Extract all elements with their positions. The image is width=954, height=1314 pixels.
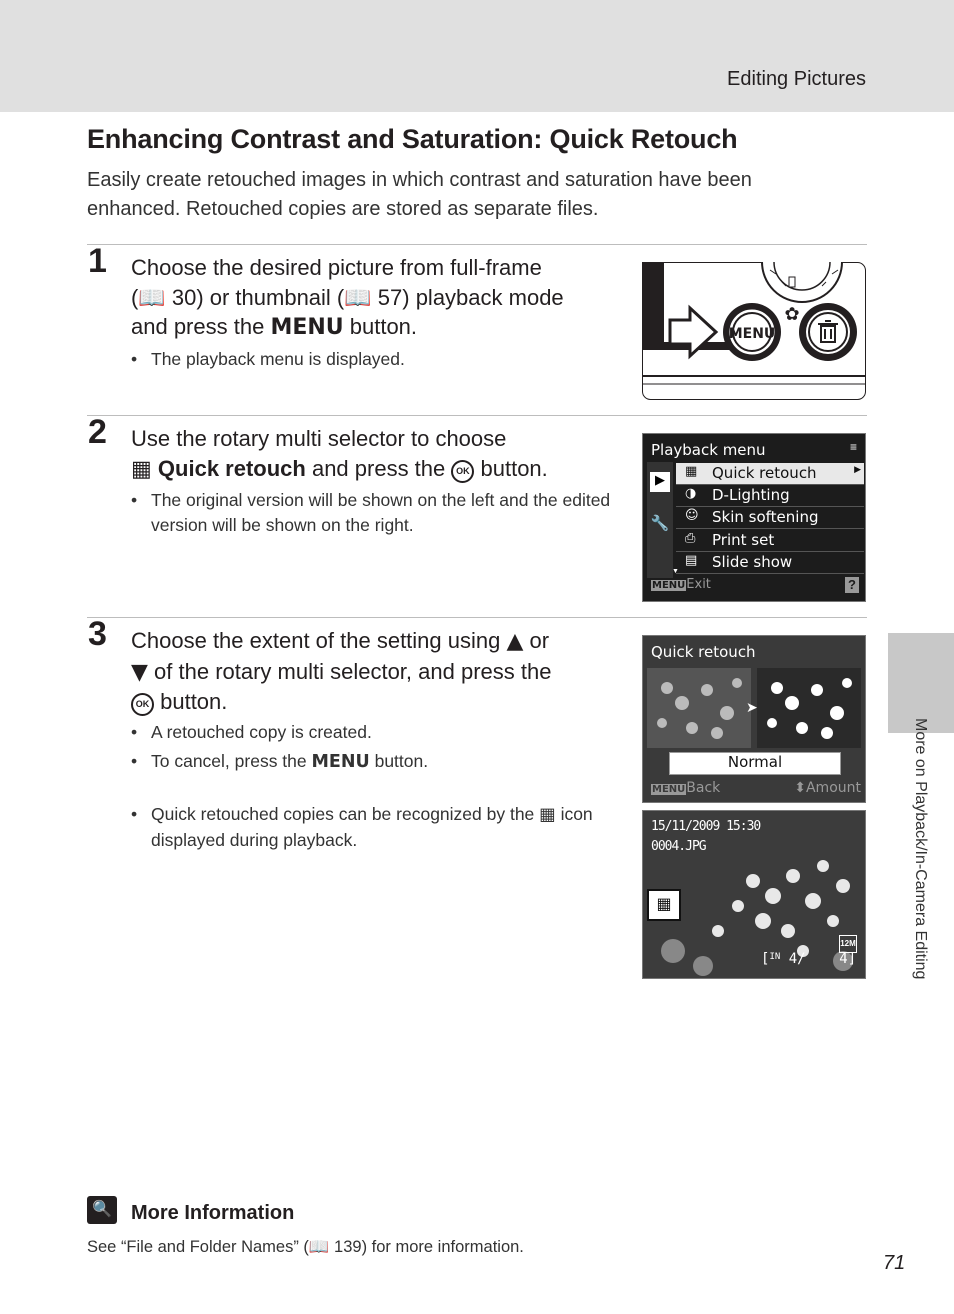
compare-arrow-icon: ➤ — [746, 699, 758, 715]
skin-softening-icon: ☺ — [685, 508, 699, 523]
step3-instruction: Choose the extent of the setting using ▲ or ▼ of the rotary multi selector, and press the OK button. — [131, 628, 552, 714]
frame-counter: [$^{IN}$ 4/ 4] — [761, 951, 857, 967]
playback-tab-icon[interactable]: ▶ — [650, 472, 670, 492]
step3-bullet: • A retouched copy is created. — [131, 720, 631, 745]
menu-button-icon: MENU — [270, 315, 344, 340]
more-info-title: More Information — [131, 1202, 295, 1224]
original-image — [647, 668, 751, 748]
file-name: 0004.JPG — [651, 839, 706, 854]
book-icon: 📖 — [308, 1238, 330, 1256]
intro-text: Easily create retouched images in which contrast and saturation have been enhanced. Retouched copies are stored as separate files. — [87, 169, 752, 220]
step1-bullet: • The playback menu is displayed. — [131, 347, 631, 372]
chapter-label: More on Playback/In-Camera Editing — [912, 718, 929, 980]
help-icon[interactable]: ? — [845, 577, 859, 593]
book-icon: 📖 — [138, 284, 166, 310]
retouch-level-value[interactable]: Normal — [669, 752, 841, 775]
more-info-text: See “File and Folder Names” (📖 139) for more information. — [87, 1238, 524, 1256]
screen-title: Quick retouch — [651, 643, 756, 661]
step1-instruction: Choose the desired picture from full-frame (📖 30) or thumbnail (📖 57) playback mode and press the MENU button. — [131, 255, 564, 340]
d-lighting-icon: ◑ — [685, 486, 697, 501]
step2-bullet: • The original version will be shown on the left and the edited version will be shown on the right. — [131, 488, 631, 538]
step-number: 2 — [88, 413, 107, 451]
up-down-icon: ⬍ — [794, 780, 806, 796]
quick-retouch-icon: ▦ — [647, 889, 681, 921]
magnifier-icon: 🔍 — [87, 1196, 117, 1224]
quick-retouch-screen — [642, 635, 866, 803]
menu-item-slide-show[interactable]: ▤ Slide show — [676, 552, 864, 574]
macro-icon: ✿ — [784, 304, 800, 325]
playback-menu-screen — [642, 433, 866, 602]
menu-button-label: MENU — [728, 326, 776, 342]
ok-button-icon: OK — [131, 693, 154, 716]
menu-footer — [651, 577, 711, 592]
step-number: 1 — [88, 242, 107, 280]
divider — [87, 415, 867, 416]
slide-show-icon: ▤ — [685, 553, 698, 568]
ok-button-icon: OK — [451, 460, 474, 483]
header-band — [0, 0, 954, 112]
retouched-image — [757, 668, 861, 748]
camera-back-illustration — [642, 262, 866, 400]
menu-title: Playback menu — [651, 441, 766, 459]
step-number: 3 — [88, 615, 107, 653]
step3-bullet: • To cancel, press the MENU button. — [131, 749, 631, 775]
running-header: Editing Pictures — [727, 68, 866, 90]
book-icon: 📖 — [344, 284, 372, 310]
menu-item-quick-retouch[interactable]: ▦ Quick retouch ▶ — [676, 463, 864, 485]
menu-button-icon: MENU — [652, 784, 686, 795]
internal-memory-icon: IN — [769, 952, 781, 962]
setup-tab-icon[interactable]: 🔧 — [650, 515, 670, 532]
menu-tab-column — [647, 462, 673, 578]
menu-button-icon: MENU — [652, 580, 686, 591]
section-title: Enhancing Contrast and Saturation: Quick Retouch — [87, 124, 738, 154]
menu-item-d-lighting[interactable]: ◑ D-Lighting — [676, 485, 864, 507]
lcd-edge — [642, 262, 664, 348]
menu-item-print-set[interactable]: ⎙ Print set — [676, 530, 864, 552]
down-arrow-icon: ▼ — [131, 659, 148, 685]
divider — [87, 244, 867, 245]
divider — [87, 617, 867, 618]
quick-retouch-icon: ▦ — [539, 805, 556, 825]
quick-retouch-icon: ▦ — [685, 464, 698, 479]
image-size-icon: 12M — [839, 935, 857, 953]
date-time: 15/11/2009 15:30 — [651, 819, 761, 834]
quick-retouch-icon: ▦ — [131, 456, 152, 482]
page-number: 71 — [883, 1252, 906, 1274]
print-set-icon: ⎙ — [685, 531, 696, 546]
step2-instruction: Use the rotary multi selector to choose ▦ Quick retouch and press the OK button. — [131, 426, 548, 482]
back-hint: MENUBack — [652, 780, 721, 796]
scroll-down-icon: ▼ — [672, 568, 679, 575]
up-arrow-icon: ▲ — [506, 629, 524, 654]
submenu-arrow-icon: ▶ — [854, 465, 861, 475]
step3-bullet: • Quick retouched copies can be recognized by the ▦ icon displayed during playback. — [131, 802, 611, 853]
menu-scroll-icon: ≡ — [849, 440, 857, 454]
playback-screen — [642, 810, 866, 979]
exit-label: Exit — [686, 577, 711, 592]
menu-button-icon: MENU — [311, 752, 370, 772]
amount-hint: ⬍Amount — [794, 780, 861, 796]
menu-item-skin-softening[interactable]: ☺ Skin softening — [676, 507, 864, 529]
